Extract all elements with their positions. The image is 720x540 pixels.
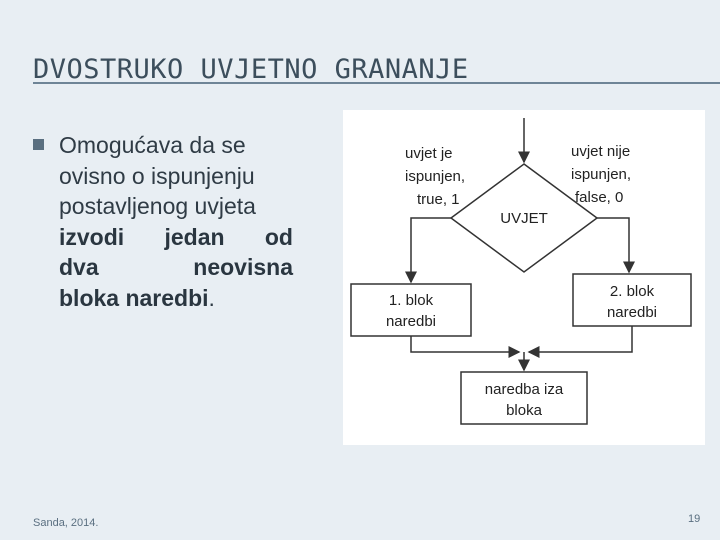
bullet-item <box>59 130 293 313</box>
merge-right-arrow <box>529 326 632 352</box>
slide-title: DVOSTRUKO UVJETNO GRANANJE <box>33 54 469 85</box>
flowchart-svg <box>343 110 705 445</box>
true-branch-arrow <box>411 218 451 282</box>
true-label-line-2: ispunjen, <box>405 168 466 185</box>
after-block-label-line-2: bloka <box>506 402 542 419</box>
bullet-line-1: Omogućava da se <box>59 132 246 158</box>
false-label-line-3: false, 0 <box>575 189 624 206</box>
flowchart-image <box>343 110 705 445</box>
block-2-label-line-1: 2. blok <box>609 283 655 300</box>
bullet-word: dva <box>59 254 99 280</box>
after-block-label-line-1: naredba iza <box>484 381 564 398</box>
block-1-label-line-1: 1. blok <box>388 292 434 309</box>
merge-left-arrow <box>411 336 519 352</box>
bullet-word: jedan <box>164 223 225 250</box>
footer-author: Sanda, 2014. <box>33 517 99 529</box>
true-label-line-1: uvjet je <box>405 145 453 162</box>
true-label-line-3: true, 1 <box>417 191 460 208</box>
bullet-word: od <box>264 223 293 250</box>
block-2-label-line-2: naredbi <box>606 304 658 321</box>
bullet-square-icon <box>33 139 44 150</box>
block-1-label-line-2: naredbi <box>385 313 437 330</box>
title-divider <box>33 82 720 84</box>
page-number: 19 <box>688 513 701 525</box>
bullet-line-6 <box>59 283 293 314</box>
bullet-line-4 <box>59 222 293 253</box>
false-branch-arrow <box>597 218 629 272</box>
false-label-line-1: uvjet nije <box>571 143 631 160</box>
bullet-line-3: postavljenog uvjeta <box>59 193 256 219</box>
bullet-line-5 <box>59 252 293 283</box>
bullet-word: izvodi <box>59 223 125 250</box>
bullet-line-2: ovisno o ispunjenju <box>59 162 255 189</box>
bullet-period: . <box>208 284 215 311</box>
bullet-word: neovisna <box>193 254 293 280</box>
bullet-phrase: bloka naredbi <box>59 284 209 311</box>
condition-label: UVJET <box>500 210 548 227</box>
false-label-line-2: ispunjen, <box>571 166 632 183</box>
bullet-list <box>33 130 293 313</box>
